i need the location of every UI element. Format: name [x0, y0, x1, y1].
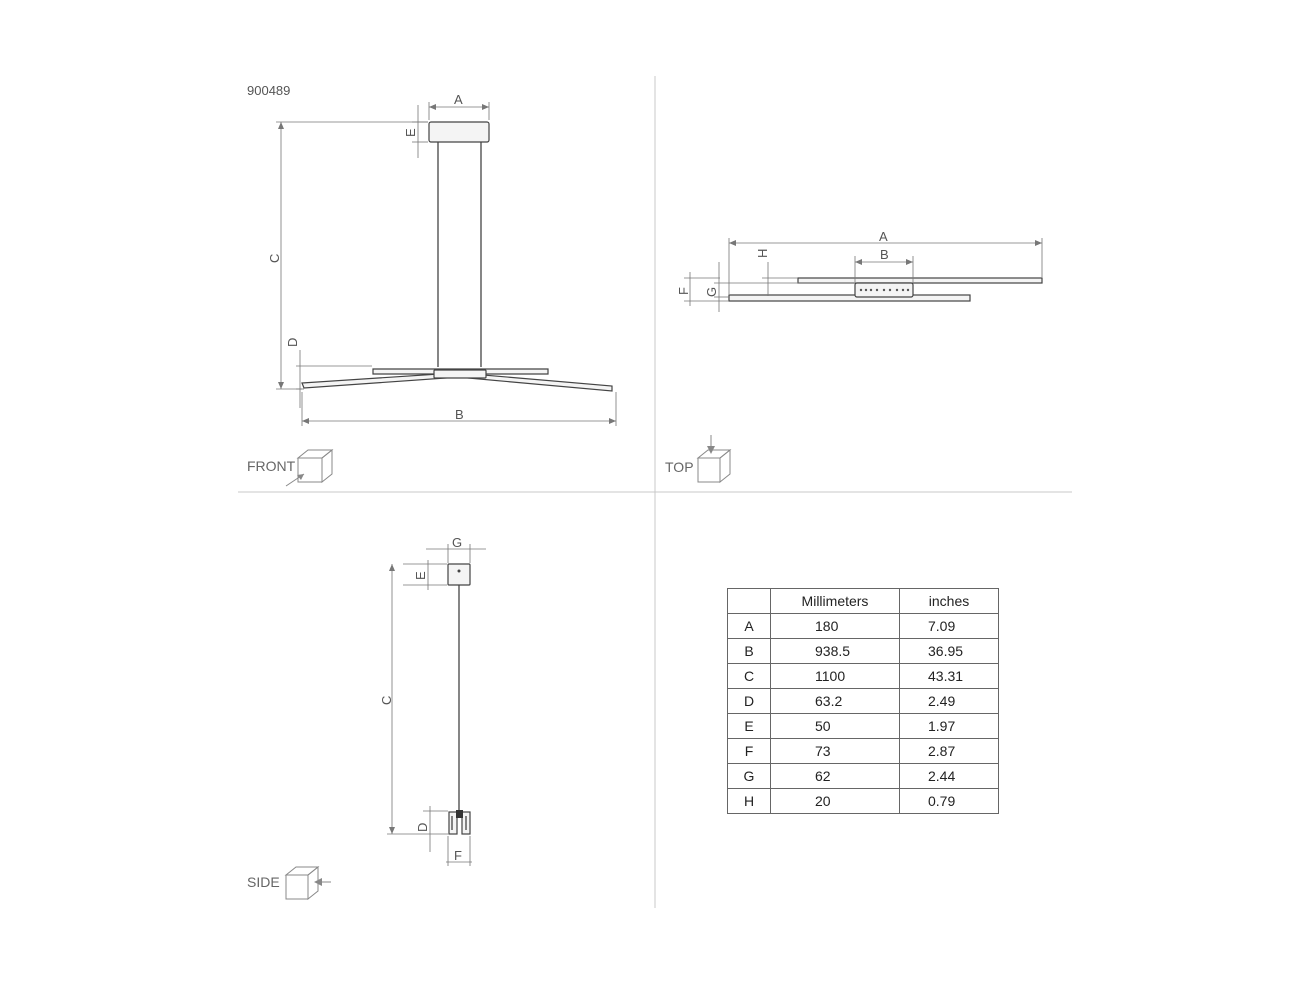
top-view: [665, 229, 1042, 482]
front-view: [247, 92, 616, 486]
top-dim-b-label: B: [880, 247, 889, 262]
row-mm: 73: [771, 739, 900, 764]
side-fixture-head: [449, 810, 470, 834]
table-row: [728, 714, 999, 739]
front-dim-c-label: C: [267, 253, 282, 263]
front-dim-d-label: D: [285, 337, 300, 347]
table-header-millimeters: Millimeters: [771, 589, 900, 614]
side-dim-d-label: D: [415, 822, 430, 832]
top-dim-a-label: A: [879, 229, 888, 244]
table-row: [728, 764, 999, 789]
top-view-label: TOP: [665, 459, 694, 475]
table-row: [728, 689, 999, 714]
row-label: G: [728, 764, 771, 789]
row-mm: 180: [771, 614, 900, 639]
row-inches: 0.79: [900, 789, 999, 814]
side-canopy: [448, 564, 470, 585]
top-dim-f-label: F: [676, 287, 691, 295]
row-inches: 2.87: [900, 739, 999, 764]
row-label: F: [728, 739, 771, 764]
side-dim-c-label: C: [379, 695, 394, 705]
front-dim-a-label: A: [454, 92, 463, 107]
row-mm: 63.2: [771, 689, 900, 714]
table-row: [728, 614, 999, 639]
row-label: B: [728, 639, 771, 664]
table-row: [728, 739, 999, 764]
row-mm: 50: [771, 714, 900, 739]
row-label: C: [728, 664, 771, 689]
front-canopy: [429, 122, 489, 142]
front-dim-e-label: E: [403, 128, 418, 137]
row-inches: 43.31: [900, 664, 999, 689]
side-view: [247, 535, 486, 899]
row-mm: 938.5: [771, 639, 900, 664]
side-dim-f-label: F: [454, 848, 462, 863]
row-label: D: [728, 689, 771, 714]
side-view-label: SIDE: [247, 874, 280, 890]
table-header-empty: [728, 589, 771, 614]
top-bar-upper: [798, 278, 1042, 283]
row-mm: 1100: [771, 664, 900, 689]
row-mm: 62: [771, 764, 900, 789]
row-mm: 20: [771, 789, 900, 814]
top-dim-h-label: H: [755, 248, 770, 258]
table-row: [728, 789, 999, 814]
side-dim-e-label: E: [413, 571, 428, 580]
side-dim-g-label: G: [452, 535, 463, 550]
front-hub: [434, 370, 486, 378]
row-inches: 2.49: [900, 689, 999, 714]
table-header-inches: inches: [900, 589, 999, 614]
top-bar-lower: [729, 295, 970, 301]
row-inches: 7.09: [900, 614, 999, 639]
row-inches: 1.97: [900, 714, 999, 739]
row-inches: 36.95: [900, 639, 999, 664]
top-view-cube-icon: [698, 435, 730, 482]
table-row: [728, 639, 999, 664]
row-label: H: [728, 789, 771, 814]
front-view-label: FRONT: [247, 458, 296, 474]
top-dim-g-label: G: [704, 286, 719, 297]
dimensions-table: [727, 588, 999, 814]
table-row: [728, 664, 999, 689]
product-code: 900489: [247, 83, 291, 98]
row-label: A: [728, 614, 771, 639]
table-header-row: [728, 589, 999, 614]
row-inches: 2.44: [900, 764, 999, 789]
row-label: E: [728, 714, 771, 739]
front-dim-b-label: B: [455, 407, 464, 422]
side-view-cube-icon: [286, 867, 331, 899]
